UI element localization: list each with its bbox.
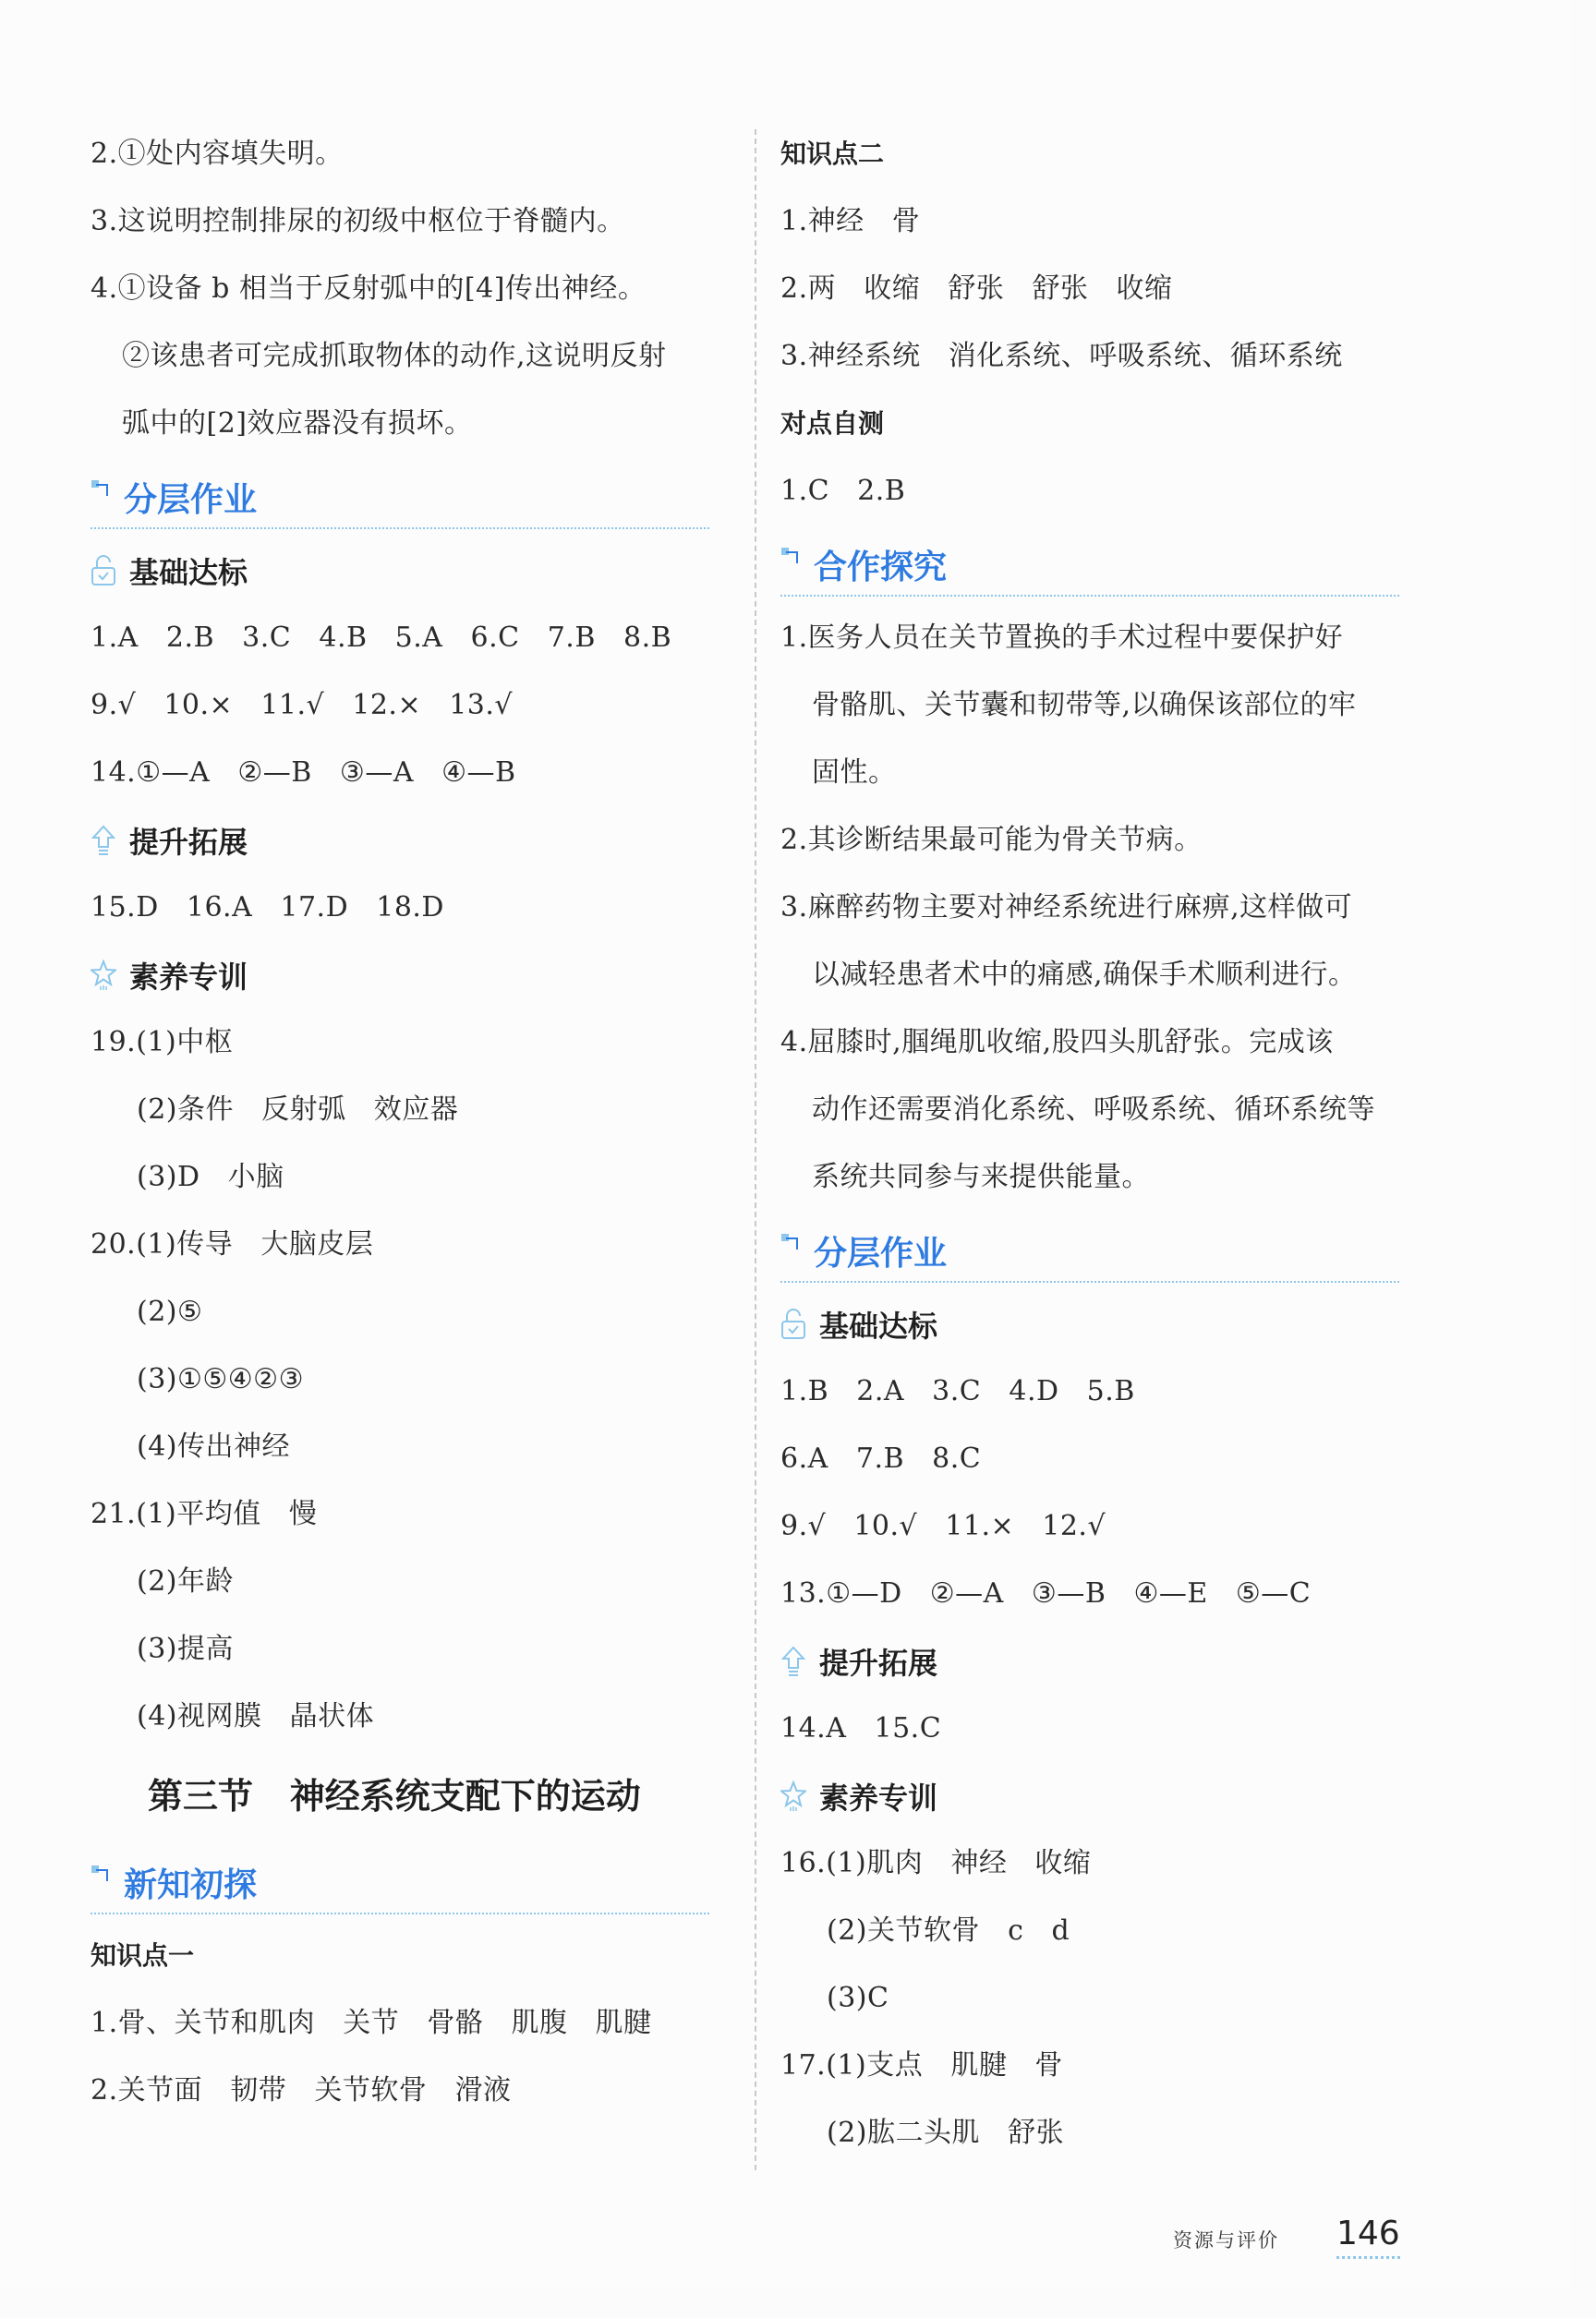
section-header-layered-homework xyxy=(780,1211,1445,1290)
subheader-literacy xyxy=(780,1762,1445,1829)
unlock-check-icon xyxy=(780,1309,806,1340)
answer-line: 1.骨、关节和肌肉 关节 骨骼 肌腹 肌腱 xyxy=(91,2007,652,2039)
star-icon xyxy=(780,1781,806,1812)
section-header-title: 分层作业 xyxy=(814,1234,948,1273)
arrow-up-bulb-icon xyxy=(91,825,116,856)
right-column xyxy=(780,120,1445,2167)
answer-line: (3)C xyxy=(827,1982,889,2014)
section-header-title: 新知初探 xyxy=(124,1865,258,1904)
subheader-title: 素养专训 xyxy=(819,1780,938,1816)
answer-line: 2.关节面 韧带 关节软骨 滑液 xyxy=(91,2074,512,2107)
answer-line: 1.医务人员在关节置换的手术过程中要保护好 xyxy=(780,622,1344,654)
answer-line: 2.两 收缩 舒张 舒张 收缩 xyxy=(780,272,1173,305)
answer-line: 16.(1)肌肉 神经 收缩 xyxy=(780,1847,1092,1879)
bookmark-corner-icon xyxy=(780,547,801,567)
subheader-basic xyxy=(91,537,728,604)
answer-line: 3.神经系统 消化系统、呼吸系统、循环系统 xyxy=(780,340,1343,372)
answer-line: 17.(1)支点 肌腱 骨 xyxy=(780,2049,1063,2082)
bookmark-corner-icon xyxy=(91,479,111,500)
answer-line: (4)视网膜 晶状体 xyxy=(137,1700,375,1732)
subheader-improve xyxy=(780,1627,1445,1695)
page-footer xyxy=(1173,2215,1400,2259)
answer-line: 骨骼肌、关节囊和韧带等,以确保该部位的牢 xyxy=(812,689,1357,721)
answer-line: 弧中的[2]效应器没有损坏。 xyxy=(122,407,473,440)
answer-line: 4.①设备 b 相当于反射弧中的[4]传出神经。 xyxy=(91,272,647,305)
dotted-underline xyxy=(91,527,709,529)
answer-line: 1.C 2.B xyxy=(780,475,906,507)
answer-line: 系统共同参与来提供能量。 xyxy=(812,1161,1150,1193)
answer-line: ②该患者可完成抓取物体的动作,这说明反射 xyxy=(122,340,667,372)
answer-line: 3.麻醉药物主要对神经系统进行麻痹,这样做可 xyxy=(780,891,1353,924)
answer-line: 2.其诊断结果最可能为骨关节病。 xyxy=(780,824,1203,856)
knowledge-point-title: 知识点二 xyxy=(780,139,885,169)
answer-line: (2)条件 反射弧 效应器 xyxy=(137,1093,459,1126)
left-column xyxy=(91,120,728,2124)
answer-line: 1.神经 骨 xyxy=(780,205,921,237)
section-title: 第三节 神经系统支配下的运动 xyxy=(148,1776,641,1817)
answer-line: (3)D 小脑 xyxy=(137,1161,284,1193)
subheader-title: 提升拓展 xyxy=(819,1645,938,1681)
subheader-title: 提升拓展 xyxy=(129,824,248,860)
answer-line: 6.A 7.B 8.C xyxy=(780,1443,982,1475)
answer-line: 21.(1)平均值 慢 xyxy=(91,1498,318,1530)
answer-line: 以减轻患者术中的痛感,确保手术顺利进行。 xyxy=(812,959,1357,991)
self-test-title: 对点自测 xyxy=(780,408,885,439)
answer-line: (4)传出神经 xyxy=(137,1431,290,1463)
answer-line: 20.(1)传导 大脑皮层 xyxy=(91,1228,374,1261)
subheader-improve xyxy=(91,806,728,874)
dotted-underline xyxy=(91,1913,709,1914)
section-header-cooperation xyxy=(780,525,1445,604)
section-header-new-knowledge xyxy=(91,1842,728,1922)
answer-line: 动作还需要消化系统、呼吸系统、循环系统等 xyxy=(812,1093,1375,1126)
column-divider xyxy=(755,129,756,2170)
answer-line: (2)年龄 xyxy=(137,1565,234,1598)
answer-line: (2)关节软骨 c d xyxy=(827,1914,1070,1947)
answer-line: 9.√ 10.× 11.√ 12.× 13.√ xyxy=(91,689,514,721)
subheader-title: 基础达标 xyxy=(129,554,248,590)
section-header-title: 分层作业 xyxy=(124,480,258,519)
page-number: 146 xyxy=(1336,2215,1400,2259)
answer-line: 14.A 15.C xyxy=(780,1712,942,1745)
bookmark-corner-icon xyxy=(780,1233,801,1253)
arrow-up-bulb-icon xyxy=(780,1646,806,1677)
answer-line: (3)提高 xyxy=(137,1633,234,1665)
subheader-title: 素养专训 xyxy=(129,959,248,995)
answer-line: (2)肱二头肌 舒张 xyxy=(827,2117,1065,2149)
answer-line: 4.屈膝时,腘绳肌收缩,股四头肌舒张。完成该 xyxy=(780,1026,1334,1058)
answer-line: 1.B 2.A 3.C 4.D 5.B xyxy=(780,1375,1135,1407)
subheader-basic xyxy=(780,1290,1445,1358)
answer-line: 9.√ 10.√ 11.× 12.√ xyxy=(780,1510,1106,1542)
answer-line: (2)⑤ xyxy=(137,1296,203,1328)
section-header-layered-homework xyxy=(91,457,728,537)
answer-line: 15.D 16.A 17.D 18.D xyxy=(91,891,444,924)
answer-line: 2.①处内容填失明。 xyxy=(91,138,344,170)
book-name: 资源与评价 xyxy=(1173,2229,1279,2252)
unlock-check-icon xyxy=(91,555,116,586)
star-icon xyxy=(91,960,116,991)
dotted-underline xyxy=(780,595,1399,597)
answer-line: 1.A 2.B 3.C 4.B 5.A 6.C 7.B 8.B xyxy=(91,622,672,654)
section-header-title: 合作探究 xyxy=(814,548,948,586)
answer-line: 13.①—D ②—A ③—B ④—E ⑤—C xyxy=(780,1577,1312,1610)
subheader-title: 基础达标 xyxy=(819,1308,938,1344)
knowledge-point-title: 知识点一 xyxy=(91,1940,195,1971)
subheader-literacy xyxy=(91,941,728,1008)
answer-line: 14.①—A ②—B ③—A ④—B xyxy=(91,756,516,789)
dotted-underline xyxy=(780,1281,1399,1283)
answer-line: 19.(1)中枢 xyxy=(91,1026,234,1058)
bookmark-corner-icon xyxy=(91,1865,111,1885)
answer-line: (3)①⑤④②③ xyxy=(137,1363,304,1395)
answer-line: 3.这说明控制排尿的初级中枢位于脊髓内。 xyxy=(91,205,625,237)
answer-line: 固性。 xyxy=(812,756,897,789)
